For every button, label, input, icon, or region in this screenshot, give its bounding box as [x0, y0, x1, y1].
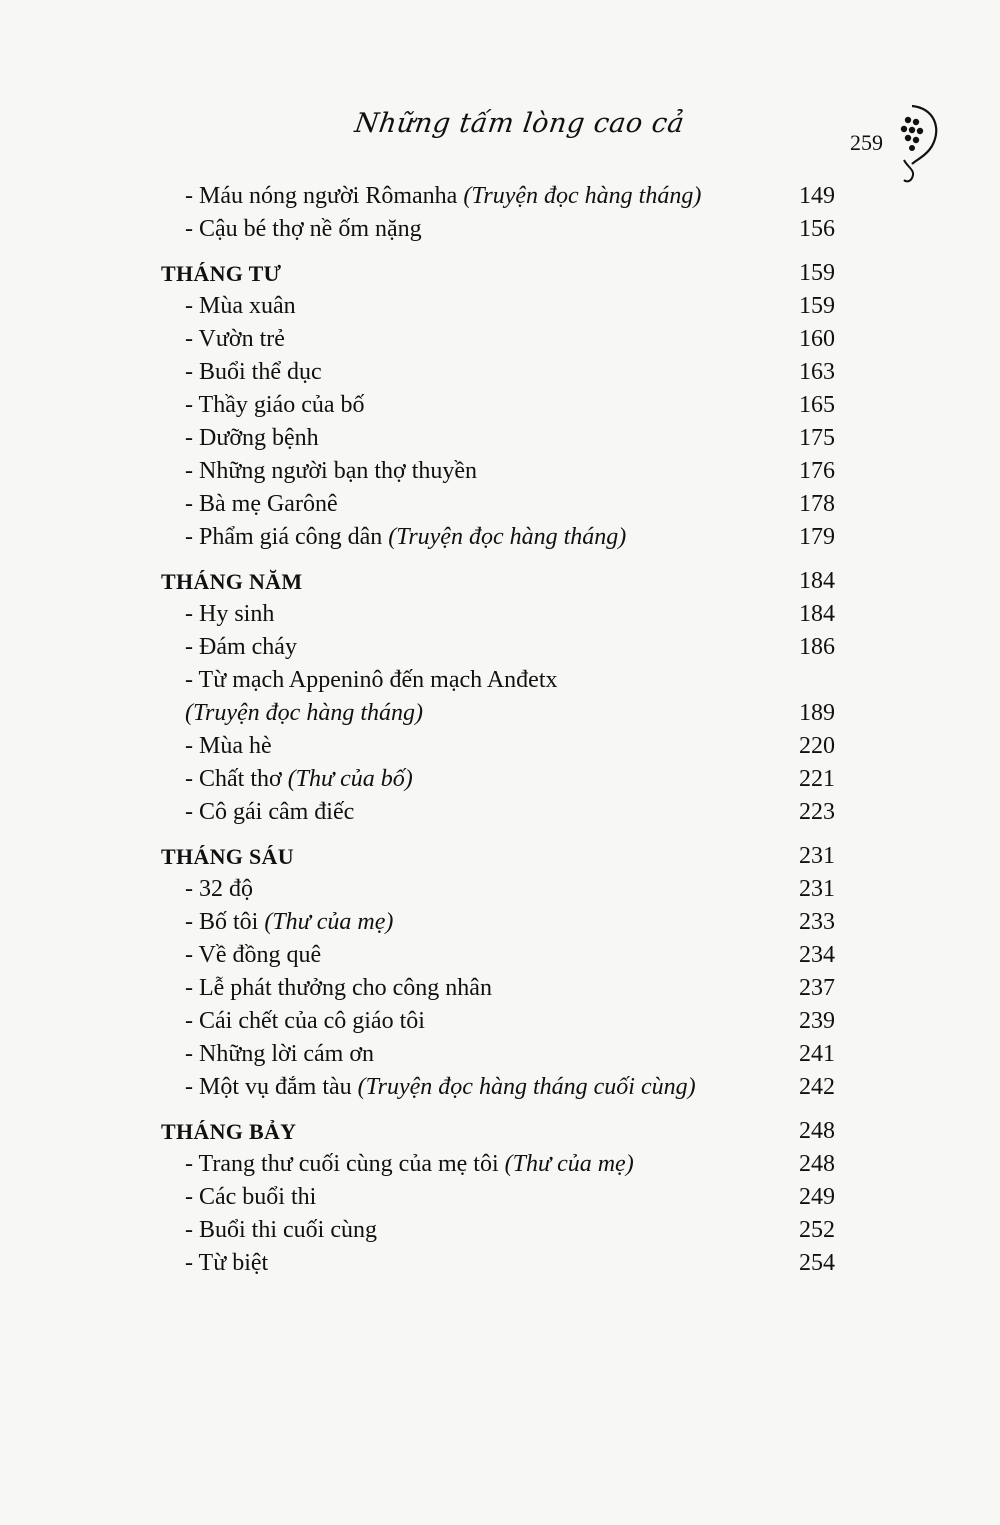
toc-entry	[155, 389, 835, 422]
toc-page-number: 179	[799, 524, 835, 550]
toc-page-number: 149	[799, 183, 835, 209]
toc-entry-text: - Cậu bé thợ nề ốm nặng	[185, 216, 422, 242]
toc-entry	[155, 1181, 835, 1214]
toc-entry-text: - Hy sinh	[185, 601, 275, 627]
toc-page-number: 231	[799, 876, 835, 902]
toc-page-number: 160	[799, 326, 835, 352]
toc-page-number: 159	[799, 260, 835, 286]
toc-entry	[155, 488, 835, 521]
toc-entry-title	[185, 422, 319, 455]
toc-entry-note: (Truyện đọc hàng tháng)	[388, 524, 627, 550]
toc-entry-title	[161, 565, 302, 598]
toc-entry-title	[185, 521, 626, 554]
toc-entry	[155, 697, 835, 730]
toc-entry	[155, 1148, 835, 1181]
toc-entry-title	[185, 1005, 425, 1038]
toc-entry-note: (Thư của bố)	[287, 766, 413, 792]
toc-entry-note: (Truyện đọc hàng tháng)	[463, 183, 702, 209]
toc-entry	[155, 873, 835, 906]
toc-page-number: 231	[799, 843, 835, 869]
toc-entry	[155, 664, 835, 697]
toc-entry-text: - Bà mẹ Garônê	[185, 491, 338, 517]
toc-entry-text: - Đám cháy	[185, 634, 297, 660]
table-of-contents	[155, 180, 835, 1280]
toc-entry-text: - Phẩm giá công dân	[185, 524, 389, 550]
toc-entry-title	[161, 257, 281, 290]
toc-page-number: 223	[799, 799, 835, 825]
toc-entry-title	[185, 1181, 316, 1214]
toc-page-number: 186	[799, 634, 835, 660]
toc-entry-text: - Chất thơ	[185, 766, 288, 792]
toc-page-number: 175	[799, 425, 835, 451]
toc-page-number: 184	[799, 601, 835, 627]
toc-entry	[155, 1005, 835, 1038]
toc-page-number: 254	[799, 1250, 835, 1276]
toc-section-heading	[155, 565, 835, 598]
toc-entry-text: - Từ mạch Appeninô đến mạch Anđetx	[185, 667, 558, 693]
toc-entry	[155, 323, 835, 356]
toc-page-number: 248	[799, 1151, 835, 1177]
toc-entry-text: - Buổi thi cuối cùng	[185, 1217, 377, 1243]
toc-entry-title	[185, 906, 393, 939]
toc-entry-title	[185, 389, 365, 422]
running-header-title: Những tấm lòng cao cả	[352, 108, 687, 139]
toc-entry	[155, 631, 835, 664]
toc-entry-text: - Từ biệt	[185, 1250, 269, 1276]
toc-entry-text: THÁNG SÁU	[161, 844, 294, 869]
toc-entry-text: - Buổi thể dục	[185, 359, 322, 385]
toc-entry-title	[185, 1038, 374, 1071]
toc-entry-note: (Truyện đọc hàng tháng cuối cùng)	[357, 1074, 696, 1100]
toc-entry	[155, 906, 835, 939]
toc-page-number: 233	[799, 909, 835, 935]
toc-entry-text: - Bố tôi	[185, 909, 265, 935]
toc-entry-title	[185, 939, 321, 972]
toc-entry-title	[185, 631, 297, 664]
toc-page-number: 159	[799, 293, 835, 319]
toc-entry-text: - Máu nóng người Rômanha	[185, 183, 464, 209]
toc-entry-title	[185, 873, 253, 906]
toc-entry-title	[185, 1148, 634, 1181]
grape-vine-ornament-icon	[882, 98, 942, 184]
toc-page-number: 248	[799, 1118, 835, 1144]
toc-entry-title	[185, 1214, 377, 1247]
toc-entry	[155, 1247, 835, 1280]
toc-entry	[155, 598, 835, 631]
toc-section-heading	[155, 257, 835, 290]
toc-page-number: 220	[799, 733, 835, 759]
toc-entry	[155, 763, 835, 796]
toc-entry	[155, 422, 835, 455]
toc-entry-text: - Cái chết của cô giáo tôi	[185, 1008, 425, 1034]
toc-entry-title	[185, 323, 285, 356]
toc-entry-title	[185, 1247, 268, 1280]
toc-entry-note: (Truyện đọc hàng tháng)	[185, 700, 423, 726]
toc-page-number: 242	[799, 1074, 835, 1100]
toc-entry-text: - Một vụ đắm tàu	[185, 1074, 358, 1100]
toc-entry-text: - Vườn trẻ	[185, 326, 285, 352]
toc-entry-title	[185, 972, 492, 1005]
toc-page-number: 184	[799, 568, 835, 594]
toc-page-number: 221	[799, 766, 835, 792]
toc-entry-text: - Các buổi thi	[185, 1184, 317, 1210]
toc-entry-text: - Cô gái câm điếc	[185, 799, 355, 825]
toc-entry-text: - Về đồng quê	[185, 942, 322, 968]
toc-entry-text: - 32 độ	[185, 876, 253, 902]
toc-entry-title	[185, 697, 423, 730]
toc-entry-text: THÁNG BẢY	[161, 1119, 297, 1144]
toc-entry	[155, 290, 835, 323]
toc-page-number: 252	[799, 1217, 835, 1243]
toc-entry	[155, 972, 835, 1005]
toc-section-heading	[155, 840, 835, 873]
toc-page-number: 241	[799, 1041, 835, 1067]
toc-entry-note: (Thư của mẹ)	[264, 909, 394, 935]
toc-entry-title	[185, 763, 413, 796]
toc-entry-title	[185, 455, 477, 488]
toc-entry-text: - Những lời cám ơn	[185, 1041, 375, 1067]
toc-entry-title	[185, 213, 422, 246]
toc-entry-title	[185, 796, 354, 829]
toc-entry	[155, 939, 835, 972]
toc-entry	[155, 521, 835, 554]
toc-entry	[155, 1214, 835, 1247]
toc-entry-title	[185, 488, 338, 521]
toc-entry-text: - Mùa hè	[185, 733, 272, 759]
toc-entry-text: - Trang thư cuối cùng của mẹ tôi	[185, 1151, 505, 1177]
toc-entry-text: THÁNG NĂM	[161, 569, 303, 594]
toc-entry-text: - Thầy giáo của bố	[185, 392, 365, 418]
toc-entry-note: (Thư của mẹ)	[504, 1151, 634, 1177]
toc-entry-title	[185, 598, 274, 631]
toc-entry	[155, 796, 835, 829]
toc-page-number: 239	[799, 1008, 835, 1034]
toc-entry-text: THÁNG TƯ	[161, 261, 282, 286]
toc-entry-title	[161, 1115, 296, 1148]
toc-page-number: 237	[799, 975, 835, 1001]
page-number: 259	[850, 130, 883, 155]
toc-entry	[155, 1038, 835, 1071]
toc-entry	[155, 455, 835, 488]
toc-entry	[155, 1071, 835, 1104]
toc-entry-text: - Lễ phát thưởng cho công nhân	[185, 975, 492, 1001]
toc-entry-title	[185, 356, 322, 389]
toc-entry	[155, 356, 835, 389]
toc-entry-title	[185, 664, 557, 697]
toc-page-number: 176	[799, 458, 835, 484]
toc-page-number: 189	[799, 700, 835, 726]
toc-entry-title	[185, 730, 272, 763]
toc-entry-title	[185, 1071, 696, 1104]
toc-entry-title	[185, 180, 701, 213]
toc-entry-text: - Dưỡng bệnh	[185, 425, 319, 451]
toc-entry-title	[161, 840, 294, 873]
toc-entry	[155, 180, 835, 213]
toc-entry-text: - Mùa xuân	[185, 293, 296, 319]
toc-page-number: 163	[799, 359, 835, 385]
toc-entry	[155, 213, 835, 246]
toc-page-number: 234	[799, 942, 835, 968]
toc-page-number: 249	[799, 1184, 835, 1210]
toc-entry-text: - Những người bạn thợ thuyền	[185, 458, 478, 484]
toc-entry-title	[185, 290, 296, 323]
toc-page-number: 178	[799, 491, 835, 517]
toc-entry	[155, 730, 835, 763]
toc-page-number: 156	[799, 216, 835, 242]
toc-section-heading	[155, 1115, 835, 1148]
toc-page-number: 165	[799, 392, 835, 418]
